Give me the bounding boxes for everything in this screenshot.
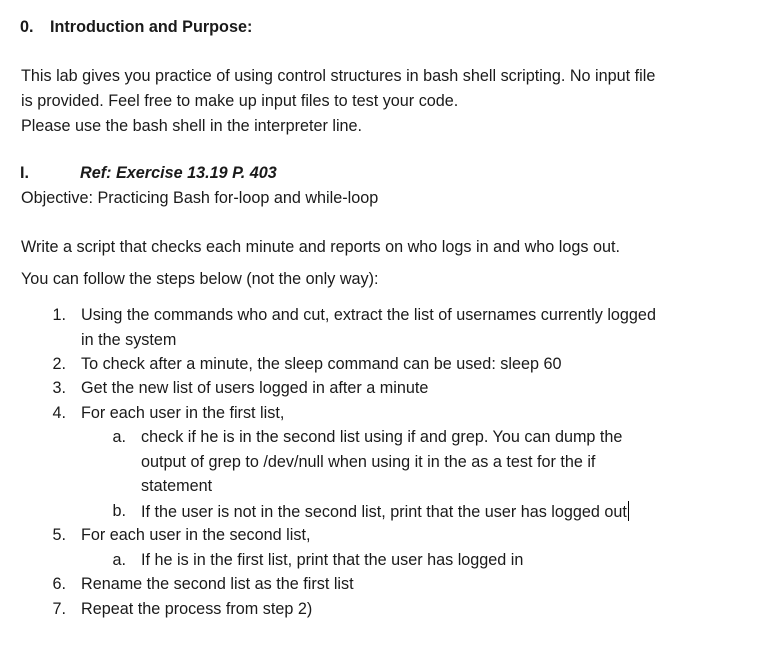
section-heading-1 — [20, 163, 277, 183]
step-number: 5. — [52, 526, 66, 544]
sub-step-text — [141, 501, 629, 522]
step-text: To check after a minute, the sleep command can be used: sleep 60 — [81, 355, 562, 373]
step-text: For each user in the second list, — [81, 526, 311, 544]
step-1-continuation: in the system — [81, 331, 177, 349]
step-text: Using the commands who and cut, extract the list of usernames currently logged — [81, 306, 656, 324]
section-heading-intro — [20, 17, 252, 37]
step-text: Repeat the process from step 2) — [81, 600, 313, 618]
step-number: 6. — [52, 575, 66, 593]
intro-line-3: Please use the bash shell in the interpreter line. — [21, 117, 363, 135]
step-text: Get the new list of users logged in after a minute — [81, 379, 429, 397]
intro-line-1: This lab gives you practice of using control structures in bash shell scripting. No input file — [21, 67, 656, 85]
sub-item-4a-line-3: statement — [141, 477, 213, 495]
sub-step-text-content: If the user is not in the second list, print that the user has logged out — [141, 503, 627, 521]
step-number: 4. — [52, 404, 66, 422]
step-text: For each user in the first list, — [81, 404, 285, 422]
step-text: Rename the second list as the first list — [81, 575, 354, 593]
objective-line: Objective: Practicing Bash for-loop and while-loop — [21, 189, 379, 207]
sub-step-text: check if he is in the second list using if and grep. You can dump the — [141, 428, 623, 446]
section-number: I. — [20, 164, 29, 182]
step-number: 7. — [52, 600, 66, 618]
sub-step-letter: b. — [112, 502, 126, 520]
intro-line-2: is provided. Feel free to make up input files to test your code. — [21, 92, 459, 110]
step-number: 1. — [52, 306, 66, 324]
section-ref: Ref: Exercise 13.19 P. 403 — [80, 164, 277, 182]
heading-number: 0. — [20, 18, 34, 36]
step-number: 2. — [52, 355, 66, 373]
sub-step-letter: a. — [112, 428, 126, 446]
sub-step-letter: a. — [112, 551, 126, 569]
text-cursor — [628, 501, 629, 521]
task-line-2: You can follow the steps below (not the only way): — [21, 270, 379, 288]
task-line-1: Write a script that checks each minute and reports on who logs in and who logs out. — [21, 238, 620, 256]
sub-step-text: If he is in the first list, print that the user has logged in — [141, 551, 524, 569]
heading-title: Introduction and Purpose: — [50, 18, 253, 36]
sub-item-4a-line-2: output of grep to /dev/null when using it in the as a test for the if — [141, 453, 596, 471]
step-number: 3. — [52, 379, 66, 397]
